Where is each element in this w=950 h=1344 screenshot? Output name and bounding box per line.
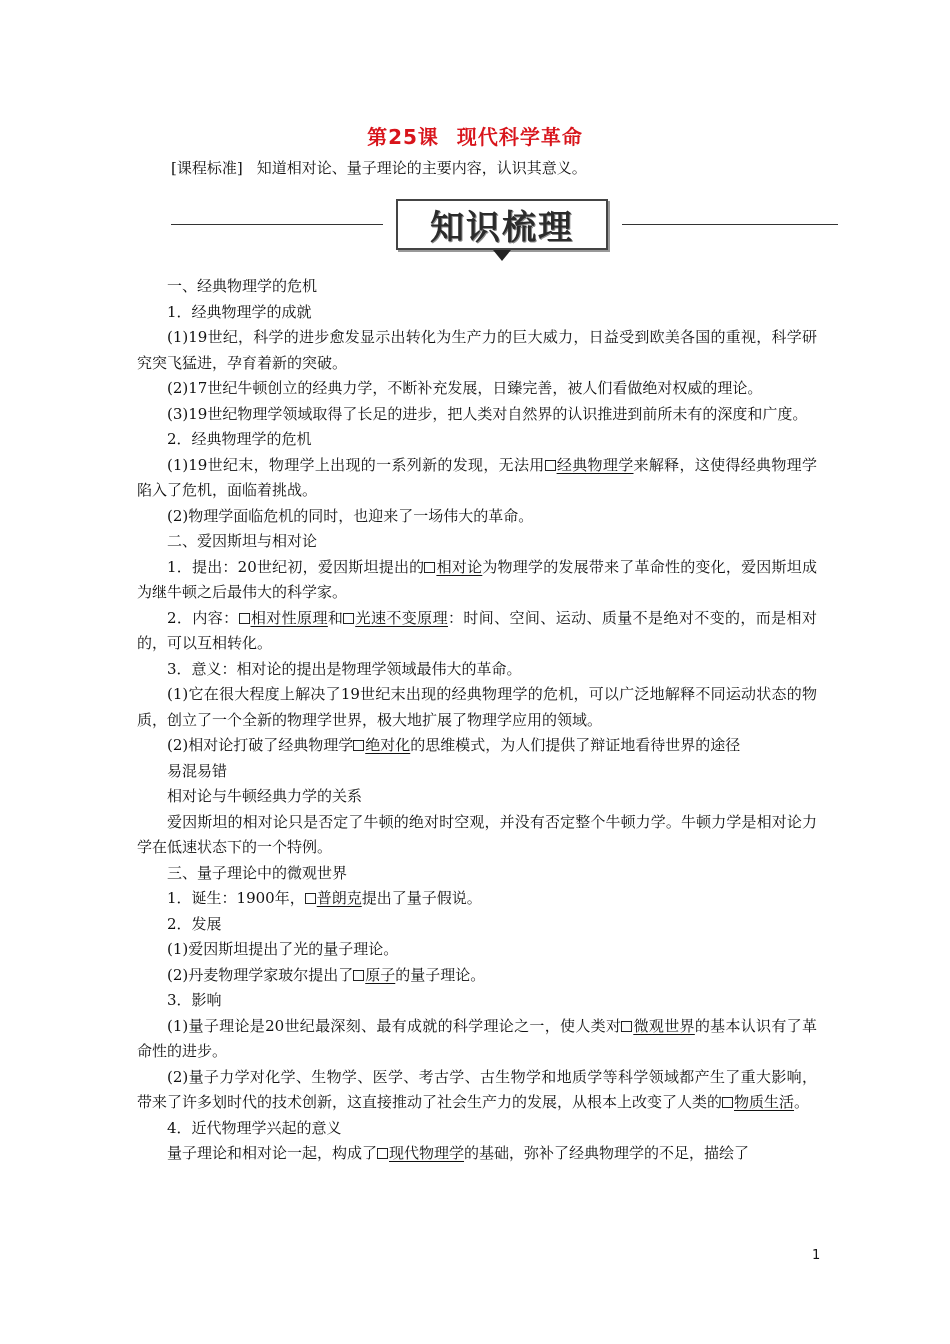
document-body — [137, 274, 817, 1167]
section-banner-text: 知识梳理 — [430, 208, 574, 248]
subheading: 1．经典物理学的成就 — [167, 302, 312, 321]
blank-box-icon — [305, 893, 316, 904]
text-run: 的量子理论。 — [395, 965, 486, 984]
fill-blank-answer: 绝对化 — [365, 736, 411, 754]
course-standard-label: [课程标准] — [171, 159, 243, 177]
text-run: (1)量子理论是20世纪最深刻、最有成就的科学理论之一，使人类对 — [167, 1016, 622, 1035]
paragraph: (1)它在很大程度上解决了19世纪末出现的经典物理学的危机，可以广泛地解释不同运动状态的物质，创立了一个全新的物理学世界，极大地扩展了物理学应用的领域。 — [137, 685, 817, 729]
blank-box-icon — [621, 1021, 632, 1032]
course-standard-text: 知道相对论、量子理论的主要内容，认识其意义。 — [256, 159, 587, 177]
fill-blank-answer: 经典物理学 — [556, 455, 634, 474]
lesson-name: 现代科学革命 — [456, 125, 583, 149]
text-run: 。 — [794, 1093, 810, 1111]
paragraph — [137, 886, 817, 912]
banner-pointer-icon — [493, 250, 511, 261]
blank-box-icon — [343, 613, 354, 624]
fill-blank-answer: 普朗克 — [316, 889, 362, 907]
blank-box-icon — [353, 740, 364, 751]
paragraph: (2)物理学面临危机的同时，也迎来了一场伟大的革命。 — [167, 506, 534, 525]
blank-box-icon — [424, 562, 435, 573]
text-run: 1．提出：20世纪初，爱因斯坦提出的 — [167, 557, 425, 576]
note-text: 爱因斯坦的相对论只是否定了牛顿的绝对时空观，并没有否定整个牛顿力学。牛顿力学是相对论力学在低速状态下的一个特例。 — [137, 812, 817, 856]
fill-blank-answer: 相对性原理 — [250, 608, 328, 627]
text-run: 的思维模式，为人们提供了辩证地看待世界的途径 — [410, 736, 741, 754]
paragraph — [137, 1065, 817, 1116]
blank-box-icon — [545, 460, 556, 471]
text-run: (1)19世纪末，物理学上出现的一系列新的发现，无法用 — [167, 455, 545, 474]
paragraph: (1)爱因斯坦提出了光的量子理论。 — [167, 940, 399, 958]
fill-blank-answer: 现代物理学 — [389, 1144, 465, 1162]
text-run: 提出了量子假说。 — [361, 889, 482, 907]
text-run: (2)丹麦物理学家玻尔提出了 — [167, 965, 354, 984]
paragraph — [137, 733, 817, 759]
text-run: (2)相对论打破了经典物理学 — [167, 736, 354, 754]
blank-box-icon — [377, 1148, 388, 1159]
fill-blank-answer: 原子 — [365, 965, 396, 984]
banner-rule-left — [171, 224, 383, 225]
blank-box-icon — [353, 970, 364, 981]
paragraph: (1)19世纪，科学的进步愈发显示出转化为生产力的巨大威力，日益受到欧美各国的重视，科学研究突飞猛进，孕育着新的突破。 — [137, 328, 817, 372]
fill-blank-answer: 物质生活 — [734, 1093, 795, 1111]
paragraph — [137, 963, 817, 989]
note-title: 相对论与牛顿经典力学的关系 — [167, 787, 363, 805]
text-run: 量子理论和相对论一起，构成了 — [167, 1144, 378, 1162]
note-label: 易混易错 — [167, 761, 228, 780]
section-heading: 二、爱因斯坦与相对论 — [167, 532, 318, 550]
course-standard — [171, 157, 851, 178]
subheading: 2．经典物理学的危机 — [167, 430, 312, 448]
text-run: 的基础，弥补了经典物理学的不足，描绘了 — [464, 1144, 750, 1162]
section-heading: 一、经典物理学的危机 — [167, 277, 318, 295]
text-run: 和 — [327, 608, 344, 627]
text-run: (2)量子力学对化学、生物学、医学、考古学、古生物学和地质学等科学领域都产生了重大影响，带来了许多划时代的技术创新，这直接推动了社会生产力的发展，从根本上改变了人类的 — [137, 1067, 817, 1111]
lesson-number: 第25课 — [367, 125, 439, 149]
section-heading: 三、量子理论中的微观世界 — [167, 863, 348, 882]
fill-blank-answer: 微观世界 — [633, 1016, 695, 1035]
text-run: 的基本认识有了革命性的进步。 — [137, 1016, 817, 1060]
section-banner — [396, 199, 608, 250]
paragraph — [137, 1014, 817, 1065]
page-number: 1 — [812, 1248, 821, 1263]
text-run: 来解释，这使得经典物理学陷入了危机，面临着挑战。 — [137, 455, 817, 499]
subheading: 2．发展 — [167, 914, 222, 933]
text-run: 为物理学的发展带来了革命性的变化，爱因斯坦成为继牛顿之后最伟大的科学家。 — [137, 557, 817, 601]
paragraph — [137, 453, 817, 504]
fill-blank-answer: 相对论 — [436, 557, 483, 576]
lesson-title — [0, 121, 950, 150]
fill-blank-answer: 光速不变原理 — [355, 608, 448, 627]
blank-box-icon — [722, 1097, 733, 1108]
paragraph — [137, 555, 817, 606]
subheading: 3．影响 — [167, 991, 222, 1009]
text-run: ：时间、空间、运动、质量不是绝对不变的，而是相对的，可以互相转化。 — [137, 608, 817, 652]
paragraph: (3)19世纪物理学领域取得了长足的进步，把人类对自然界的认识推进到前所未有的深度和广度。 — [167, 404, 808, 423]
paragraph: (2)17世纪牛顿创立的经典力学，不断补充发展，日臻完善，被人们看做绝对权威的理论。 — [167, 379, 763, 397]
text-run: 1．诞生：1900年， — [167, 889, 305, 907]
paragraph — [137, 606, 817, 657]
subheading: 4．近代物理学兴起的意义 — [167, 1118, 342, 1137]
banner-rule-right — [622, 224, 838, 225]
paragraph: 3．意义：相对论的提出是物理学领域最伟大的革命。 — [167, 659, 522, 678]
text-run: 2．内容： — [167, 608, 239, 627]
paragraph — [137, 1141, 817, 1167]
blank-box-icon — [239, 613, 250, 624]
